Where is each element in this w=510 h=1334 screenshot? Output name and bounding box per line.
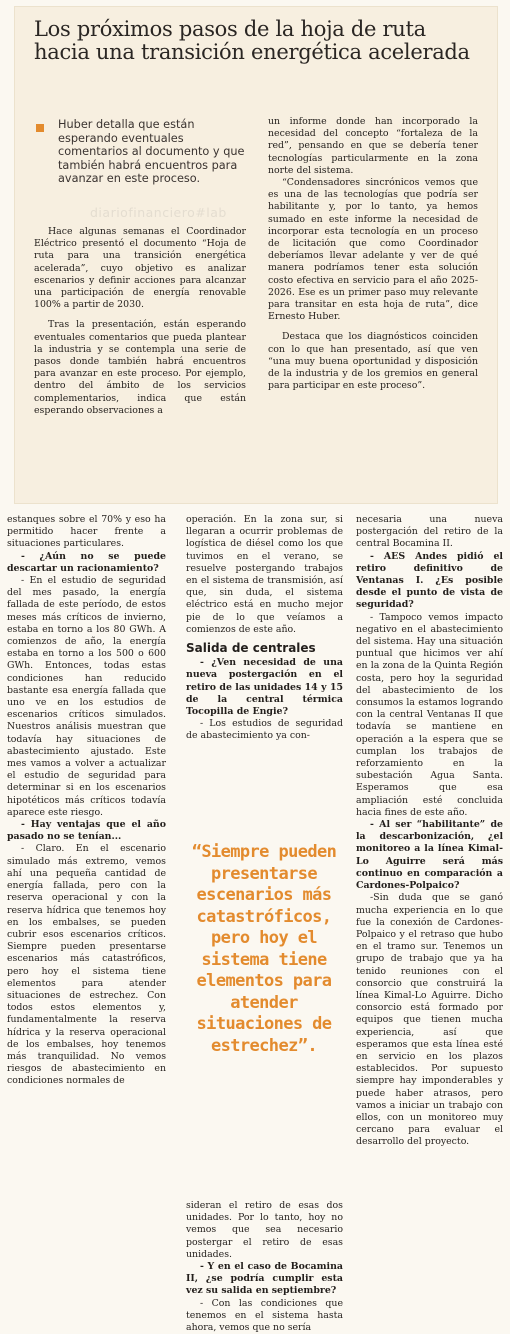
article-column-2-top (186, 514, 343, 743)
box-column-left (34, 226, 246, 417)
article-column-2-bottom (186, 1200, 343, 1334)
watermark: diariofinanciero#lab (90, 205, 227, 220)
question: - AES Andes pidió el retiro definitivo de Ventanas I. ¿Es posible desde el punto de vista de seguridad? (356, 550, 503, 611)
article-column-3 (356, 514, 503, 1149)
question: - Al ser “habilitante” de la descarbonización, ¿el monitoreo a la línea Kimal-Lo Aguirre será más continuo en comparación a Cardones-Polpaico? (356, 819, 503, 892)
paragraph: necesaria una nueva postergación del retiro de la central Bocamina II. (356, 514, 503, 550)
paragraph: - En el estudio de seguridad del mes pasado, la energía fallada de este período, de estos meses más críticos de invierno, estaba en torno a los 80 GWh. A comienzos de año, la energía estaba en torno a los 500 o 600 GWh. Entonces, todas estas condiciones han reducido bastante esa energía fallada que uno ve en los estudios de escenarios críticos simulados. Nuestros análisis muestran que todavía hay situaciones de abastecimiento ajustado. Este mes vamos a volver a actualizar el estudio de seguridad para determinar si en los escenarios hipotéticos más críticos todavía aparece este riesgo. (7, 575, 166, 818)
box-paragraph: Tras la presentación, están esperando eventuales comentarios que pueda plantear la industria y se contempla una serie de pasos donde también habrá encuentros para avanzar en este proceso. Por ejemplo, dentro del ámbito de los servicios complementarios, indica que están esperando observaciones a (34, 319, 246, 416)
paragraph: - Con las condiciones que tenemos en el sistema hasta ahora, vemos que no sería (186, 1297, 343, 1334)
question: - ¿Aún no se puede descartar un racionamiento? (7, 550, 166, 574)
question: - Y en el caso de Bocamina II, ¿se podría cumplir esta vez su salida en septiembre? (186, 1261, 343, 1297)
question: - Hay ventajas que el año pasado no se tenían... (7, 819, 166, 843)
paragraph: operación. En la zona sur, si llegaran a ocurrir problemas de logística de diésel como los que tuvimos en el verano, se resuelve postergando trabajos en el sistema de transmisión, así que, sin duda, el sistema eléctrico está en mucho mejor pie de lo que veíamos a comienzos de este año. (186, 514, 343, 635)
box-column-right (268, 116, 478, 392)
box-paragraph: Hace algunas semanas el Coordinador Eléctrico presentó el documento “Hoja de ruta para una transición energética acelerada”, cuyo objetivo es analizar escenarios y definir acciones para alcanzar una participación de energía renovable 100% a partir de 2030. (34, 226, 246, 311)
section-heading: Salida de centrales (186, 641, 316, 656)
paragraph: - Tampoco vemos impacto negativo en el abastecimiento del sistema. Hay una situación puntual que hicimos ver ahí en la zona de la Quinta Región costa, pero hoy la seguridad del abastecimiento de los consumos la estamos logrando con la central Ventanas II que todavía se mantiene en operación a la espera que se cumplan los trabajos de reforzamiento en la subestación Agua Santa. Esperamos que esa ampliación esté concluida hacia fines de este año. (356, 611, 503, 818)
paragraph: sideran el retiro de esas dos unidades. Por lo tanto, hoy no vemos que sea necesario postergar el retiro de esas unidades. (186, 1200, 343, 1260)
paragraph: -Sin duda que se ganó mucha experiencia en lo que fue la conexión de Cardones-Polpaico y el retraso que hubo en el tramo sur. Tenemos un grupo de trabajo que ya ha tenido reuniones con el consorcio que construirá la línea Kimal-Lo Aguirre. Dicho consorcio está formado por equipos que tienen mucha experiencia, así que esperamos que esta línea esté en servicio en los plazos establecidos. Por supuesto siempre hay imponderables y puede haber atrasos, pero vamos a iniciar un trabajo con ellos, con un monitoreo muy cercano para evaluar el desarrollo del proyecto. (356, 892, 503, 1148)
paragraph: - Los estudios de seguridad de abastecimiento ya con- (186, 718, 343, 742)
bullet-square-icon (36, 124, 44, 132)
pull-quote: “Siempre pueden presentarse escenarios más catastróficos, pero hoy el sistema tiene elementos para atender situaciones de estrechez”. (191, 842, 337, 1056)
box-paragraph: Destaca que los diagnósticos coinciden con lo que han presentado, así que ven “una muy buena oportunidad y disposición de la industria y de los gremios en general para participar en este proceso”. (268, 331, 478, 392)
headline: Los próximos pasos de la hoja de ruta hacia una transición energética acelerada (34, 17, 470, 64)
paragraph: - Claro. En el escenario simulado más extremo, vemos ahí una pequeña cantidad de energía fallada, pero con la reserva operacional y con la reserva hídrica que tenemos hoy en los embalses, se pueden cubrir esos escenarios críticos. Siempre pueden presentarse escenarios más catastróficos, pero hoy el sistema tiene elementos para atender situaciones de estrechez. Con todos estos elementos y, fundamentalmente la reserva hídrica y la reserva operacional de los embalses, hoy tenemos más tranquilidad. No vemos riesgos de abastecimiento en condiciones normales de (7, 843, 166, 1087)
paragraph: estanques sobre el 70% y eso ha permitido hacer frente a situaciones particulares. (7, 514, 166, 550)
article-column-1 (7, 514, 166, 1088)
box-paragraph: “Condensadores sincrónicos vemos que es una de las tecnologías que podría ser habilitante y, por lo tanto, ya hemos sumado en este informe la necesidad de incorporar esta tecnología en un proceso de licitación que como Coordinador deberíamos llevar adelante y ver de qué manera podríamos tener esta solución costo efectiva en servicio para el año 2025-2026. Ese es un primer paso muy relevante para transitar en esta hoja de ruta”, dice Ernesto Huber. (268, 177, 478, 323)
bullet-text: Huber detalla que están esperando eventuales comentarios al documento y que también habrá encuentros para avanzar en este proceso. (58, 118, 245, 185)
box-paragraph: un informe donde han incorporado la necesidad del concepto “fortaleza de la red”, pensando en que se debería tener tecnologías particularmente en la zona norte del sistema. (268, 116, 478, 176)
question: - ¿Ven necesidad de una nueva postergación en el retiro de las unidades 14 y 15 de la central térmica Tocopilla de Engie? (186, 657, 343, 718)
